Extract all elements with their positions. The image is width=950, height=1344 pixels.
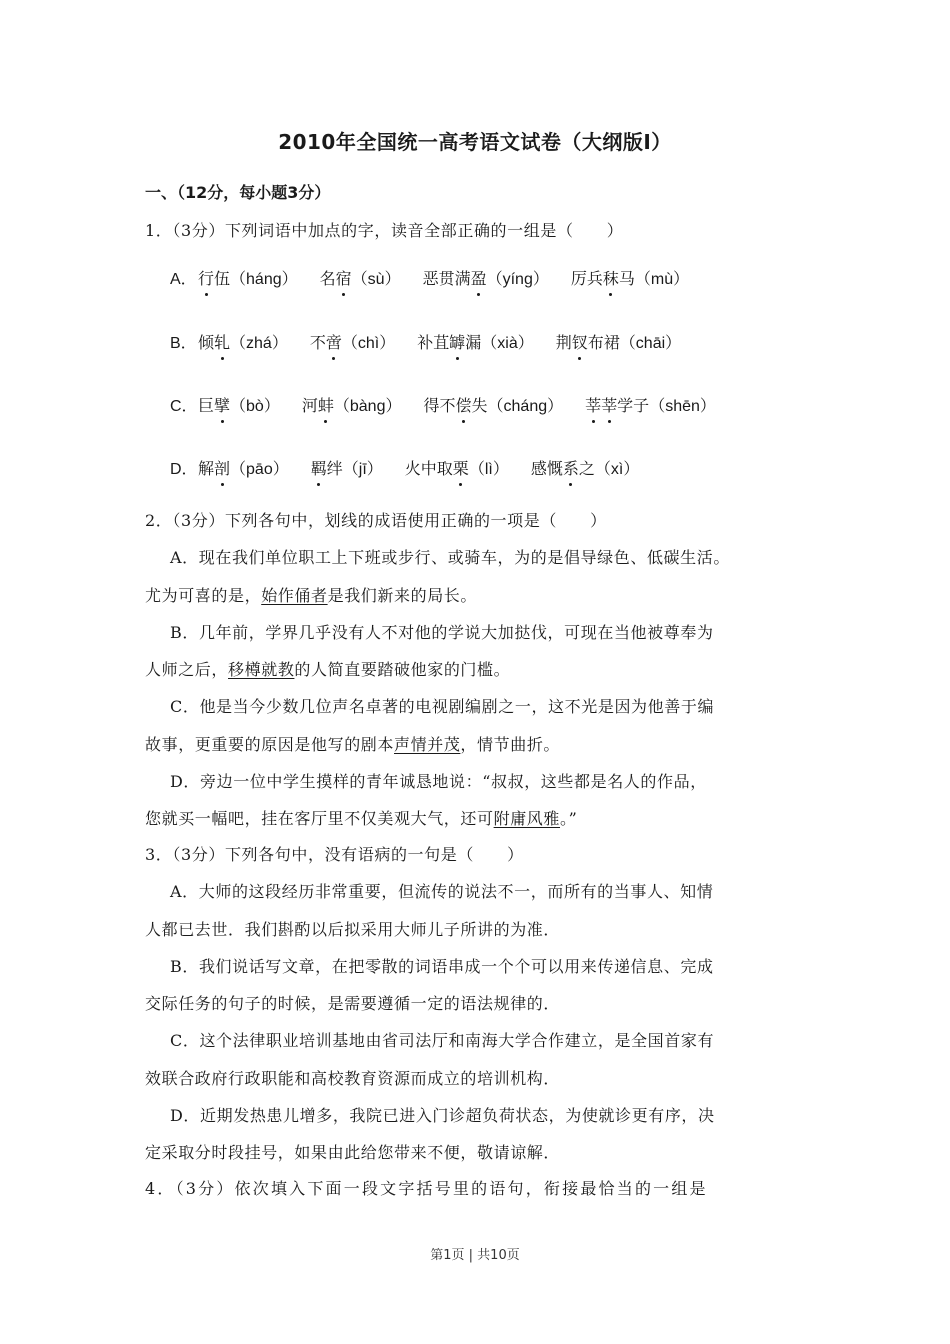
q2-option-c-line2: 故事，更重要的原因是他写的剧本声情并茂，情节曲折。: [145, 735, 561, 754]
vocab-term: 巨擘（bò）: [198, 393, 280, 416]
emphasis-dot-char: 钗: [572, 330, 588, 353]
emphasis-dot-char: 剖: [214, 456, 230, 479]
pinyin: （chì）: [341, 335, 396, 352]
pinyin: （mù）: [634, 271, 690, 288]
page-title: 2010年全国统一高考语文试卷（大纲版Ⅰ）: [278, 130, 672, 154]
q3-option-c-line1: C．这个法律职业培训基地由省司法厅和南海大学合作建立，是全国首家有: [170, 1031, 715, 1050]
vocab-term: 倾轧（zhá）: [198, 330, 288, 353]
pinyin: （bàng）: [333, 398, 402, 415]
vocab-term: 莘莘学子（shēn）: [585, 393, 716, 416]
vocab-term: 火中取栗（lì）: [405, 456, 509, 479]
emphasis-dot-char: 擘: [214, 393, 230, 416]
emphasis-dot-char: 罅: [449, 330, 465, 353]
page-footer: 第1页 | 共10页: [430, 1248, 520, 1263]
vocab-term: 感慨系之（xì）: [531, 456, 640, 479]
pinyin: （shēn）: [649, 398, 716, 415]
vocab-term: 补苴罅漏（xià）: [417, 330, 534, 353]
pinyin: （pāo）: [230, 461, 289, 478]
q2-option-a-line2: 尤为可喜的是，始作俑者是我们新来的局长。: [145, 586, 478, 605]
emphasis-dot-char: 啻: [326, 330, 342, 353]
pinyin: （zhá）: [230, 335, 288, 352]
pinyin: （háng）: [230, 271, 298, 288]
underlined-idiom: 声情并茂: [394, 735, 461, 754]
option-label: D．: [170, 461, 198, 478]
pinyin: （jī）: [342, 461, 383, 478]
underlined-idiom: 始作俑者: [261, 586, 328, 605]
question-2-stem: 2．（3分）下列各句中，划线的成语使用正确的一项是（ ）: [145, 511, 607, 530]
vocab-term: 解剖（pāo）: [198, 456, 289, 479]
q1-option-a: [170, 266, 711, 289]
emphasis-dot-char: 行: [198, 266, 214, 289]
pinyin: （cháng）: [487, 398, 564, 415]
emphasis-dot-char: 秣: [603, 266, 619, 289]
q1-option-b: [170, 330, 703, 353]
question-3-stem: 3．（3分）下列各句中，没有语病的一句是（ ）: [145, 845, 524, 864]
q2-option-a-line1: A．现在我们单位职工上下班或步行、或骑车，为的是倡导绿色、低碳生活。: [170, 548, 730, 567]
q3-option-d-line1: D．近期发热患儿增多，我院已进入门诊超负荷状态，为使就诊更有序，决: [170, 1106, 715, 1125]
emphasis-dot-char: 蚌: [318, 393, 334, 416]
q3-option-b-line2: 交际任务的句子的时候，是需要遵循一定的语法规律的．: [145, 994, 561, 1013]
q2-option-d-line2: 您就买一幅吧，挂在客厅里不仅美观大气，还可附庸风雅。”: [145, 809, 578, 828]
q1-option-c: [170, 393, 738, 416]
pinyin: （yíng）: [486, 271, 549, 288]
q1-option-d: [170, 456, 661, 479]
vocab-term: 名宿（sù）: [320, 266, 401, 289]
emphasis-dot-char: 莘: [601, 393, 617, 416]
q2-option-d-line1: D．旁边一位中学生摸样的青年诚恳地说：“叔叔，这些都是名人的作品，: [170, 772, 707, 791]
option-label: A．: [170, 271, 197, 288]
pinyin: （xì）: [594, 461, 640, 478]
emphasis-dot-char: 莘: [585, 393, 601, 416]
q3-option-a-line2: 人都已去世．我们斟酌以后拟采用大师儿子所讲的为准．: [145, 920, 561, 939]
emphasis-dot-char: 盈: [471, 266, 487, 289]
option-label: C．: [170, 398, 198, 415]
q2-option-b-line1: B．几年前，学界几乎没有人不对他的学说大加挞伐，可现在当他被尊奉为: [170, 623, 714, 642]
pinyin: （lì）: [468, 461, 509, 478]
q3-option-b-line1: B．我们说话写文章，在把零散的词语串成一个个可以用来传递信息、完成: [170, 957, 714, 976]
emphasis-dot-char: 系: [563, 456, 579, 479]
emphasis-dot-char: 轧: [214, 330, 230, 353]
vocab-term: 河蚌（bàng）: [302, 393, 402, 416]
section-heading: 一、（12分，每小题3分）: [145, 183, 331, 202]
emphasis-dot-char: 偿: [456, 393, 472, 416]
option-label: B．: [170, 335, 197, 352]
vocab-term: 得不偿失（cháng）: [423, 393, 563, 416]
vocab-term: 羁绊（jī）: [311, 456, 383, 479]
pinyin: （chāi）: [619, 335, 682, 352]
question-1-stem: 1．（3分）下列词语中加点的字，读音全部正确的一组是（ ）: [145, 221, 624, 240]
q2-option-c-line1: C．他是当今少数几位声名卓著的电视剧编剧之一，这不光是因为他善于编: [170, 697, 715, 716]
vocab-term: 厉兵秣马（mù）: [571, 266, 689, 289]
pinyin: （bò）: [230, 398, 280, 415]
q3-option-a-line1: A．大师的这段经历非常重要，但流传的说法不一，而所有的当事人、知情: [170, 882, 714, 901]
q2-option-b-line2: 人师之后，移樽就教的人简直要踏破他家的门槛。: [145, 660, 511, 679]
underlined-idiom: 附庸风雅: [493, 809, 561, 828]
question-4-stem: 4．（3分）依次填入下面一段文字括号里的语句，衔接最恰当的一组是: [145, 1179, 708, 1198]
underlined-idiom: 移樽就教: [228, 660, 295, 679]
emphasis-dot-char: 栗: [453, 456, 469, 479]
pinyin: （sù）: [351, 271, 401, 288]
emphasis-dot-char: 羁: [311, 456, 327, 479]
vocab-term: 荆钗布裙（chāi）: [556, 330, 681, 353]
vocab-term: 恶贯满盈（yíng）: [423, 266, 549, 289]
pinyin: （xià）: [481, 335, 534, 352]
vocab-term: 行伍（háng）: [198, 266, 298, 289]
q3-option-d-line2: 定采取分时段挂号，如果由此给您带来不便，敬请谅解．: [145, 1143, 561, 1162]
vocab-term: 不啻（chì）: [310, 330, 395, 353]
q3-option-c-line2: 效联合政府行政职能和高校教育资源而成立的培训机构．: [145, 1069, 561, 1088]
emphasis-dot-char: 宿: [336, 266, 352, 289]
